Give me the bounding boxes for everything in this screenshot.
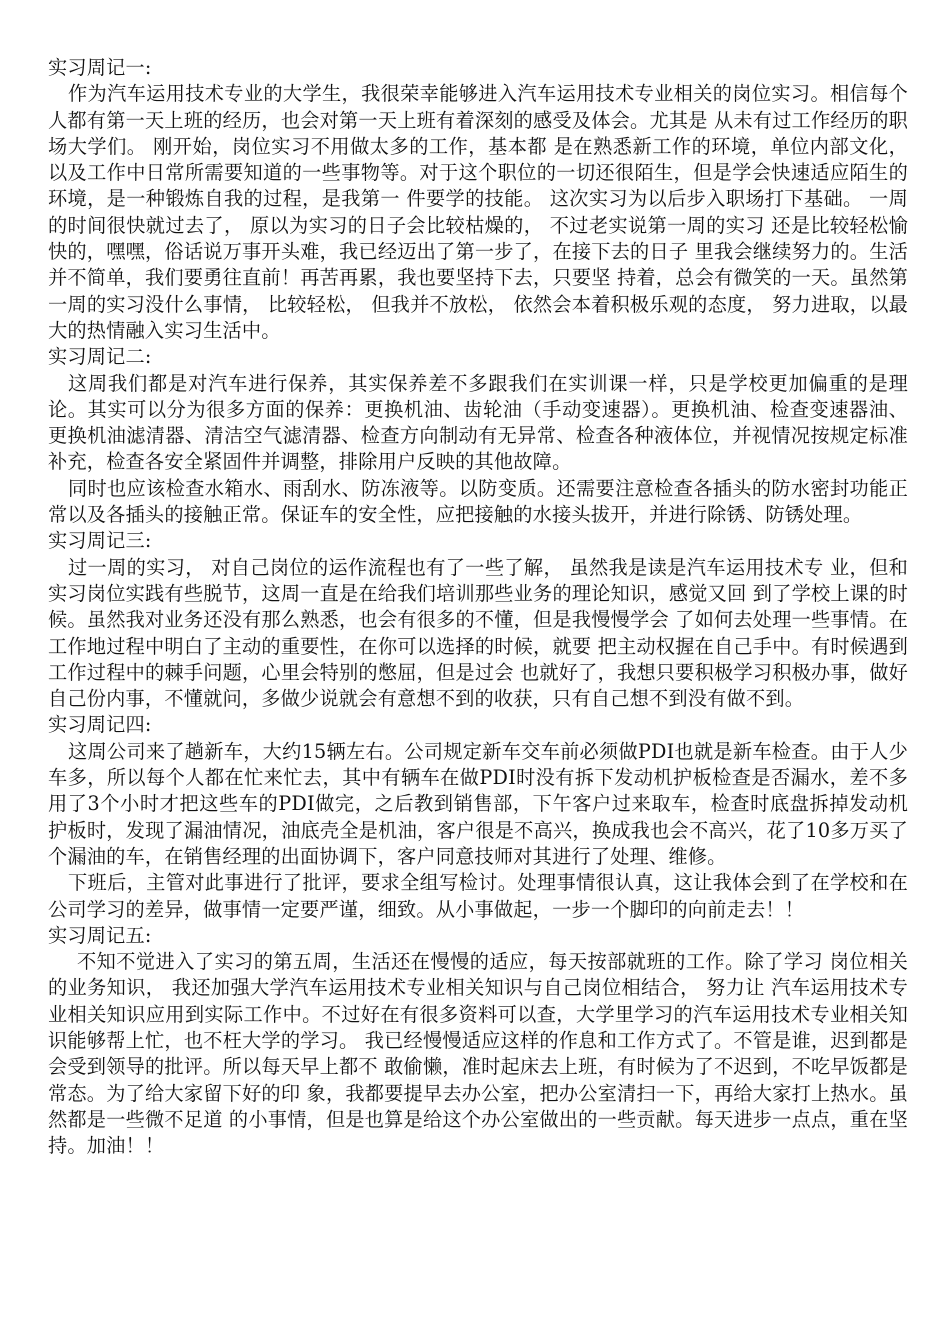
section-5-heading: 实习周记五: <box>48 923 152 947</box>
section-2-paragraph-1: 这周我们都是对汽车进行保养，其实保养差不多跟我们在实训课一样，只是学校更加偏重的是理论。其实可以分为很多方面的保养：更换机油、齿轮油（手动变速器）。更换机油、检查变速器油、更换机油滤清器、清洁空气滤清器、检查方向制动有无异常、检查各种液体位，并视情况按规定标准补充，检查各安全紧固件并调整，排除用户反映的其他故障。 <box>48 371 908 474</box>
section-1-heading: 实习周记一: <box>48 56 152 79</box>
section-5-paragraph-1: 不知不觉进入了实习的第五周，生活还在慢慢的适应，每天按部就班的工作。除了学习 岗位相关的业务知识， 我还加强大学汽车运用技术专业相关知识与自己岗位相结合， 努力让 汽车运用技术专业相关知识应用到实际工作中。不过好在有很多资料可以查，大学里学习的汽车运用技术专业相关知识能够帮上忙，也不枉大学的学习。 我已经慢慢适应这样的作息和工作方式了。不管是谁，迟到都是会受到领导的批评。所以每天早上都不 敢偷懒，准时起床去上班，有时候为了不迟到，不吃早饭都是常态。为了给大家留下好的印 象，我都要提早去办公室，把办公室清扫一下，再给大家打上热水。虽然都是一些微不足道 的小事情，但是也算是给这个办公室做出的一些贡献。每天进步一点点，重在坚持。加油！！ <box>48 950 908 1158</box>
section-4-heading: 实习周记四: <box>48 713 152 737</box>
section-3-heading: 实习周记三: <box>48 529 152 553</box>
section-3-paragraph-1: 过一周的实习， 对自己岗位的运作流程也有了一些了解， 虽然我是读是汽车运用技术专 业，但和实习岗位实践有些脱节，这周一直是在给我们培训那些业务的理论知识，感觉又回 到了学校上课的时候。虽然我对业务还没有那么熟悉，也会有很多的不懂，但是我慢慢学会 了如何去处理一些事情。在工作地过程中明白了主动的重要性，在你可以选择的时候，就要 把主动权握在自己手中。有时候遇到工作过程中的棘手问题，心里会特别的憋屈，但是过会 也就好了，我想只要积极学习积极办事，做好自己份内事，不懂就问，多做少说就会有意想不到的收获，只有自己想不到没有做不到。 <box>48 555 908 711</box>
section-4-paragraph-2: 下班后，主管对此事进行了批评，要求全组写检讨。处理事情很认真，这让我体会到了在学校和在公司学习的差异，做事情一定要严谨，细致。从小事做起，一步一个脚印的向前走去！！ <box>48 871 908 921</box>
section-1-paragraph-1: 作为汽车运用技术专业的大学生，我很荣幸能够进入汽车运用技术专业相关的岗位实习。相信每个人都有第一天上班的经历，也会对第一天上班有着深刻的感受及体会。尤其是 从未有过工作经历的职场大学们。 刚开始，岗位实习不用做太多的工作，基本都 是在熟悉新工作的环境，单位内部文化，以及工作中日常所需要知道的一些事物等。对于这个职位的一切还很陌生，但是学会快速适应陌生的环境，是一种锻炼自我的过程，是我第一 件要学的技能。 这次实习为以后步入职场打下基础。 一周的时间很快就过去了， 原以为实习的日子会比较枯燥的， 不过老实说第一周的实习 还是比较轻松愉快的，嘿嘿，俗话说万事开头难，我已经迈出了第一步了，在接下去的日子 里我会继续努力的。生活并不简单，我们要勇往直前！再苦再累，我也要坚持下去，只要坚 持着，总会有微笑的一天。虽然第一周的实习没什么事情， 比较轻松， 但我并不放松， 依然会本着积极乐观的态度， 努力进取，以最大的热情融入实习生活中。 <box>48 82 908 342</box>
document-page <box>48 55 908 1159</box>
section-2-heading: 实习周记二: <box>48 345 152 369</box>
section-2-paragraph-2: 同时也应该检查水箱水、雨刮水、防冻液等。以防变质。还需要注意检查各插头的防水密封功能正常以及各插头的接触正常。保证车的安全性，应把接触的水接头拔开，并进行除锈、防锈处理。 <box>48 476 908 527</box>
section-4-paragraph-1: 这周公司来了趟新车，大约15辆左右。公司规定新车交车前必须做PDI也就是新车检查。由于人少车多，所以每个人都在忙来忙去，其中有辆车在做PDI时没有拆下发动机护板检查是否漏水，差不多用了3个小时才把这些车的PDI做完，之后教到销售部，下午客户过来取车，检查时底盘拆掉发动机护板时，发现了漏油情况，油底壳全是机油，客户很是不高兴，换成我也会不高兴，花了10多万买了个漏油的车，在销售经理的出面协调下，客户同意技师对其进行了处理、维修。 <box>48 739 908 868</box>
